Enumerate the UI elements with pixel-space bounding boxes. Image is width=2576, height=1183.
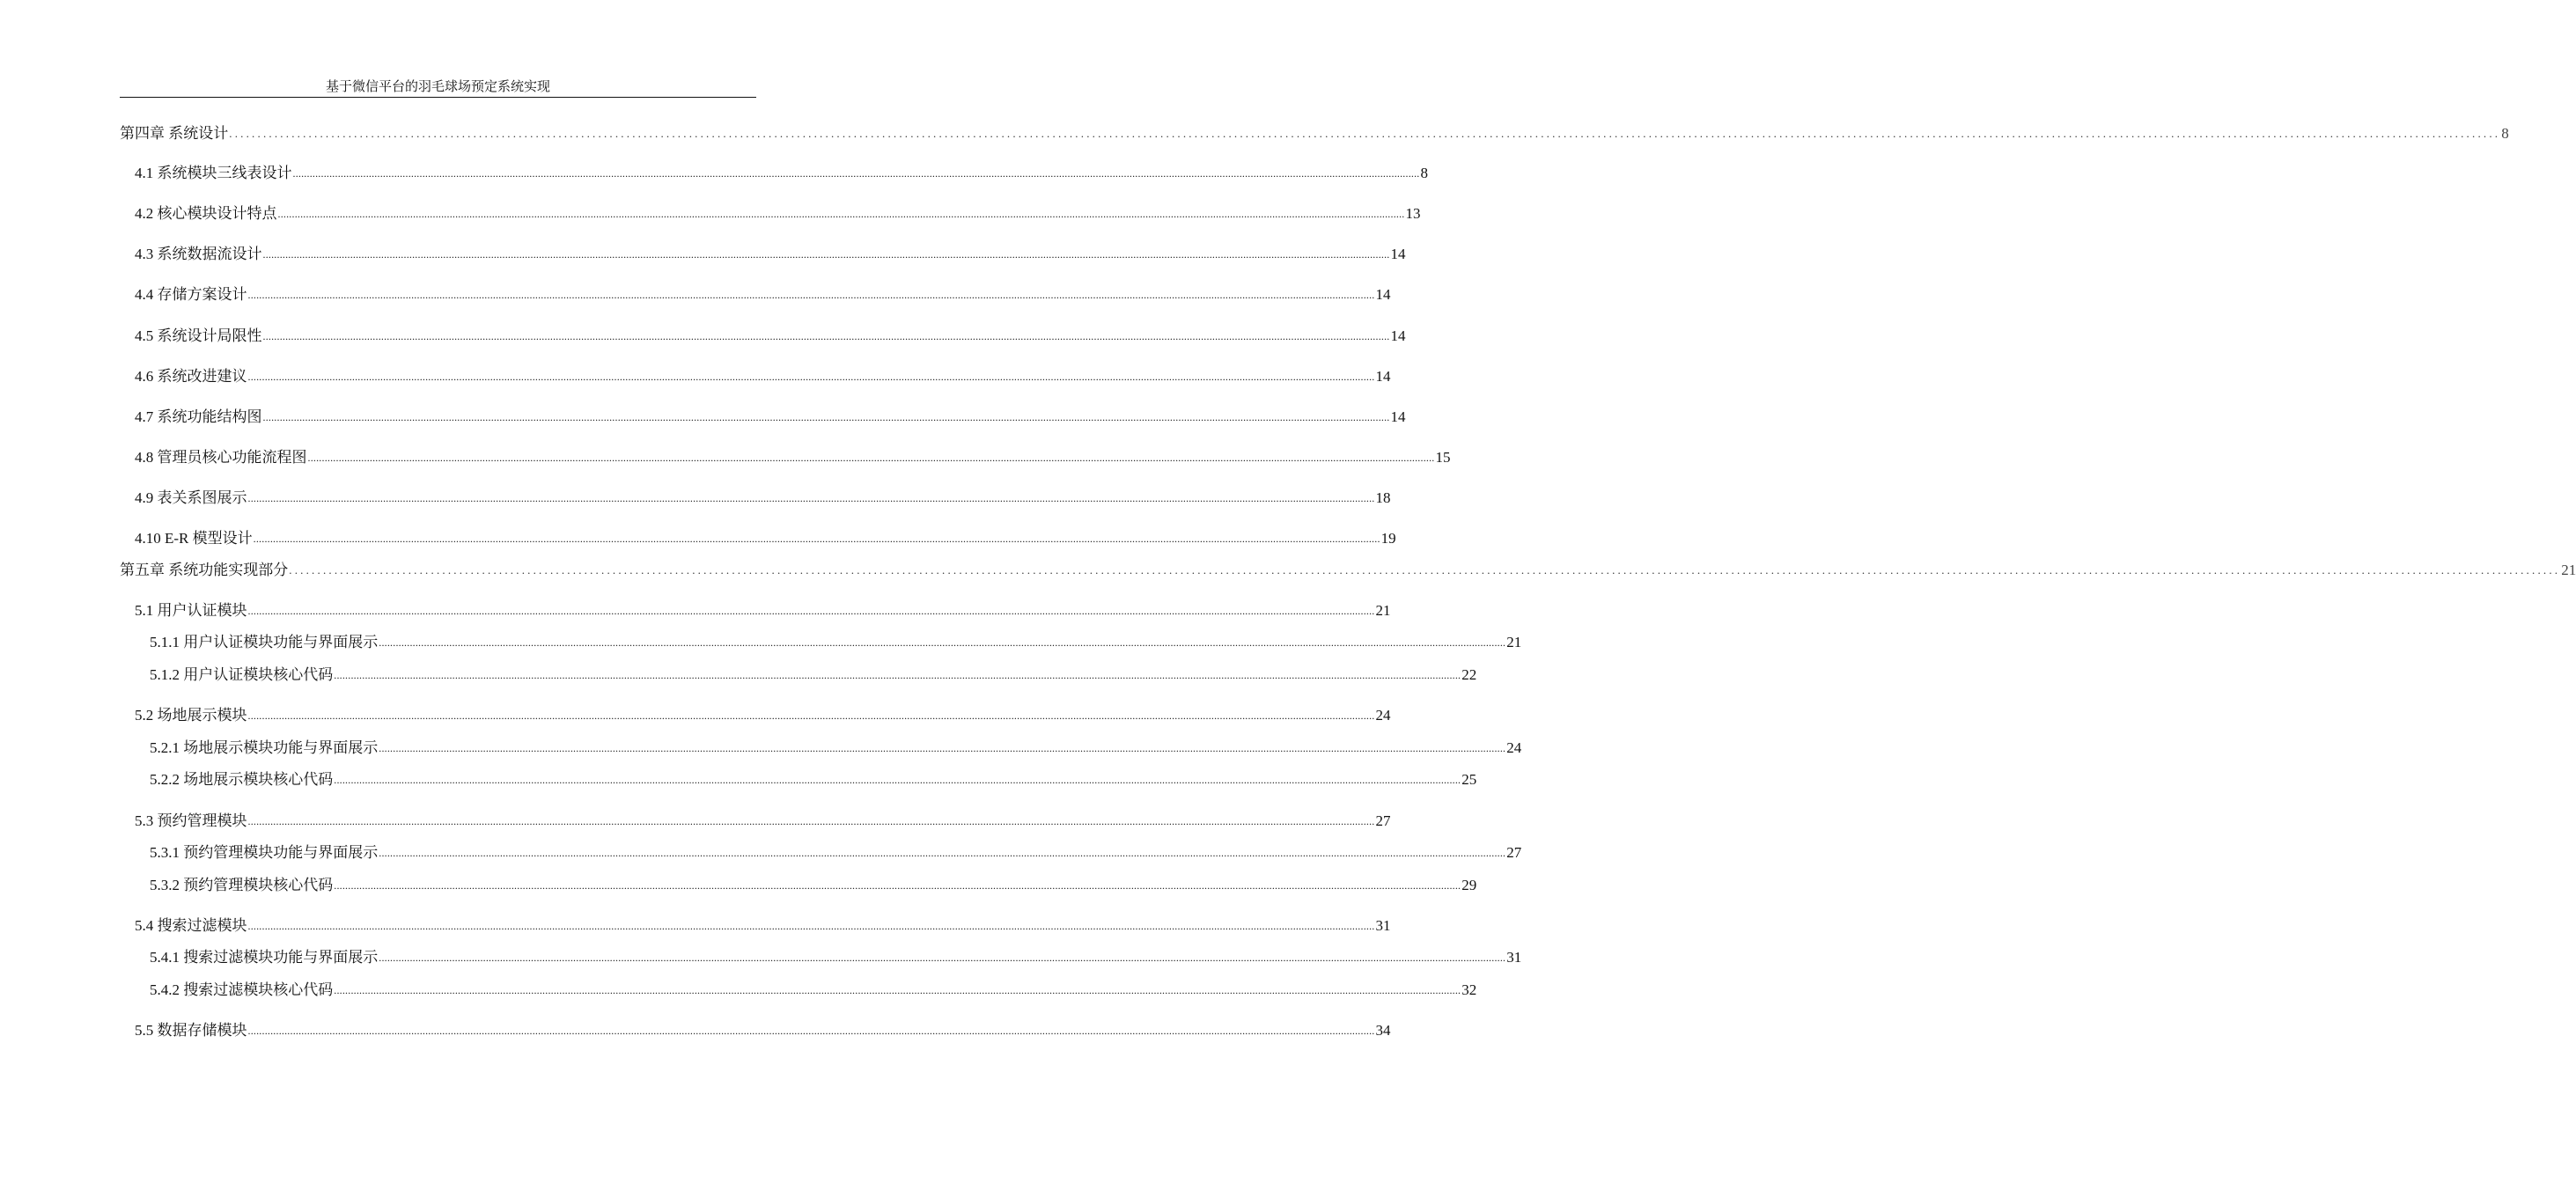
toc-entry[interactable] (135, 915, 1391, 935)
toc-leader-dots: ................................................................................................................................................................................................................................................................................................................................................................................................................ (247, 492, 1375, 504)
toc-leader-dots: ................................................................................................................................................................................................................................................................................................................................................................................................................ (262, 411, 1390, 423)
toc-entry-page-number: 31 (1375, 917, 1391, 934)
toc-entry-title: 5.2.2 场地展示模块核心代码 (150, 771, 334, 788)
page-header-title: 基于微信平台的羽毛球场预定系统实现 (325, 80, 550, 94)
toc-leader-dots: ................................................................................................................................................................................................................................................................................................................................................................................................................ (334, 984, 1461, 996)
toc-entry-page-number: 14 (1390, 246, 1406, 262)
toc-entry[interactable] (135, 705, 1391, 724)
toc-entry-title: 5.4 搜索过滤模块 (135, 917, 247, 934)
toc-entry-title: 4.1 系统模块三线表设计 (135, 165, 292, 181)
toc-leader-dots: ................................................................................................................................................................................................................................................................................................................................................................................................................ (334, 669, 1461, 681)
toc-entry[interactable] (150, 980, 1477, 999)
toc-entry-page-number: 14 (1390, 327, 1406, 344)
toc-entry-page-number: 21 (2561, 562, 2576, 578)
toc-entry-page-number: 25 (1461, 771, 1477, 788)
toc-entry-title: 第四章 系统设计 (120, 125, 229, 142)
toc-entry-title: 4.5 系统设计局限性 (135, 327, 262, 344)
toc-leader-dots: ................................................................................................................................................................................................................................................................................................................................................................................................................ (379, 636, 1506, 649)
toc-entry-page-number: 22 (1461, 666, 1477, 683)
toc-entry-title: 4.7 系统功能结构图 (135, 408, 262, 425)
toc-leader-dots: ................................................................................................................................................................................................................................................................................................................................................................................................................ (247, 1025, 1375, 1037)
toc-entry-title: 4.8 管理员核心功能流程图 (135, 449, 307, 466)
toc-entry-page-number: 13 (1405, 205, 1421, 222)
toc-entry[interactable] (150, 738, 1522, 757)
toc-entry-page-number: 21 (1506, 634, 1522, 650)
toc-entry-title: 5.3.1 预约管理模块功能与界面展示 (150, 844, 379, 861)
toc-entry[interactable] (135, 447, 1451, 467)
toc-entry-title: 4.6 系统改进建议 (135, 368, 247, 385)
toc-entry[interactable] (135, 528, 1396, 547)
toc-entry-title: 5.2 场地展示模块 (135, 707, 247, 724)
toc-entry-title: 4.2 核心模块设计特点 (135, 205, 277, 222)
toc-leader-dots: ................................................................................................................................................................................................................................................................................................................................................................................................................ (247, 289, 1375, 301)
toc-entry-title: 5.3 预约管理模块 (135, 812, 247, 829)
toc-leader-dots: ................................................................................................................................................................................................................................................................................................................................................................................................................ (307, 452, 1435, 464)
toc-leader-dots: ................................................................................................................................................................................................................................................................................................................................................................................................................ (379, 952, 1506, 964)
toc-entry[interactable] (150, 632, 1522, 651)
toc-leader-dots: ................................................................................................................................................................................................................................................................................................................................................................................................................ (247, 605, 1375, 617)
toc-leader-dots: ................................................................................................................................................................................................................................................................................................................................................................................................................ (247, 815, 1375, 827)
toc-entry[interactable] (135, 326, 1406, 345)
toc-entry-page-number: 34 (1375, 1022, 1391, 1039)
toc-entry-page-number: 8 (2501, 125, 2509, 142)
toc-leader-dots: ................................................................................................................................................................................................................................................................................................................................................................................................................ (229, 127, 2501, 140)
toc-entry-page-number: 14 (1375, 286, 1391, 303)
toc-entry-title: 5.1.2 用户认证模块核心代码 (150, 666, 334, 683)
toc-entry-page-number: 14 (1390, 408, 1406, 425)
toc-entry[interactable] (150, 842, 1522, 862)
toc-entry-page-number: 27 (1506, 844, 1522, 861)
toc-leader-dots: ................................................................................................................................................................................................................................................................................................................................................................................................................ (289, 563, 2561, 577)
toc-entry[interactable] (150, 875, 1477, 894)
toc-entry-page-number: 24 (1506, 739, 1522, 756)
toc-entry-page-number: 14 (1375, 368, 1391, 385)
toc-leader-dots: ................................................................................................................................................................................................................................................................................................................................................................................................................ (247, 371, 1375, 383)
toc-entry[interactable] (150, 665, 1477, 684)
toc-entry[interactable] (135, 811, 1391, 830)
toc-leader-dots: ................................................................................................................................................................................................................................................................................................................................................................................................................ (247, 920, 1375, 932)
toc-entry-page-number: 27 (1375, 812, 1391, 829)
toc-entry-page-number: 8 (1420, 165, 1428, 181)
toc-leader-dots: ................................................................................................................................................................................................................................................................................................................................................................................................................ (334, 774, 1461, 786)
toc-entry[interactable] (135, 244, 1406, 263)
toc-leader-dots: ................................................................................................................................................................................................................................................................................................................................................................................................................ (334, 879, 1461, 892)
toc-entry-title: 第五章 系统功能实现部分 (120, 562, 289, 578)
toc-leader-dots: ................................................................................................................................................................................................................................................................................................................................................................................................................ (277, 208, 1405, 220)
toc-entry-title: 5.3.2 预约管理模块核心代码 (150, 877, 334, 893)
toc-entry-title: 5.4.1 搜索过滤模块功能与界面展示 (150, 949, 379, 966)
toc-leader-dots: ................................................................................................................................................................................................................................................................................................................................................................................................................ (379, 847, 1506, 859)
toc-entry-page-number: 19 (1380, 530, 1396, 547)
toc-entry-page-number: 21 (1375, 602, 1391, 619)
toc-entry[interactable] (135, 488, 1391, 507)
toc-entry[interactable] (135, 163, 1428, 182)
toc-leader-dots: ................................................................................................................................................................................................................................................................................................................................................................................................................ (247, 709, 1375, 722)
toc-entry-title: 4.3 系统数据流设计 (135, 246, 262, 262)
toc-entry-page-number: 24 (1375, 707, 1391, 724)
toc-entry[interactable] (150, 947, 1522, 966)
toc-entry[interactable] (120, 123, 2509, 143)
toc-entry-page-number: 29 (1461, 877, 1477, 893)
toc-entry[interactable] (120, 560, 2576, 579)
toc-entry[interactable] (135, 284, 1391, 304)
toc-entry-title: 5.4.2 搜索过滤模块核心代码 (150, 981, 334, 998)
toc-leader-dots: ................................................................................................................................................................................................................................................................................................................................................................................................................ (253, 533, 1380, 545)
toc-entry[interactable] (135, 366, 1391, 386)
toc-entry-page-number: 18 (1375, 489, 1391, 506)
toc-entry-page-number: 15 (1435, 449, 1451, 466)
toc-entry-title: 5.1 用户认证模块 (135, 602, 247, 619)
toc-entry-title: 4.9 表关系图展示 (135, 489, 247, 506)
toc-entry[interactable] (150, 769, 1477, 789)
toc-entry-title: 5.1.1 用户认证模块功能与界面展示 (150, 634, 379, 650)
toc-leader-dots: ................................................................................................................................................................................................................................................................................................................................................................................................................ (292, 167, 1420, 180)
toc-entry-title: 4.10 E-R 模型设计 (135, 530, 253, 547)
toc-entry-title: 5.2.1 场地展示模块功能与界面展示 (150, 739, 379, 756)
toc-entry[interactable] (135, 203, 1421, 223)
toc-entry-page-number: 32 (1461, 981, 1477, 998)
toc-entry[interactable] (135, 407, 1406, 426)
toc-leader-dots: ................................................................................................................................................................................................................................................................................................................................................................................................................ (379, 742, 1506, 754)
toc-leader-dots: ................................................................................................................................................................................................................................................................................................................................................................................................................ (262, 330, 1390, 342)
toc-entry-page-number: 31 (1506, 949, 1522, 966)
toc-leader-dots: ................................................................................................................................................................................................................................................................................................................................................................................................................ (262, 248, 1390, 261)
toc-entry[interactable] (135, 1020, 1391, 1040)
toc-entry-title: 4.4 存储方案设计 (135, 286, 247, 303)
toc-entry[interactable] (135, 600, 1391, 620)
toc-entry-title: 5.5 数据存储模块 (135, 1022, 247, 1039)
